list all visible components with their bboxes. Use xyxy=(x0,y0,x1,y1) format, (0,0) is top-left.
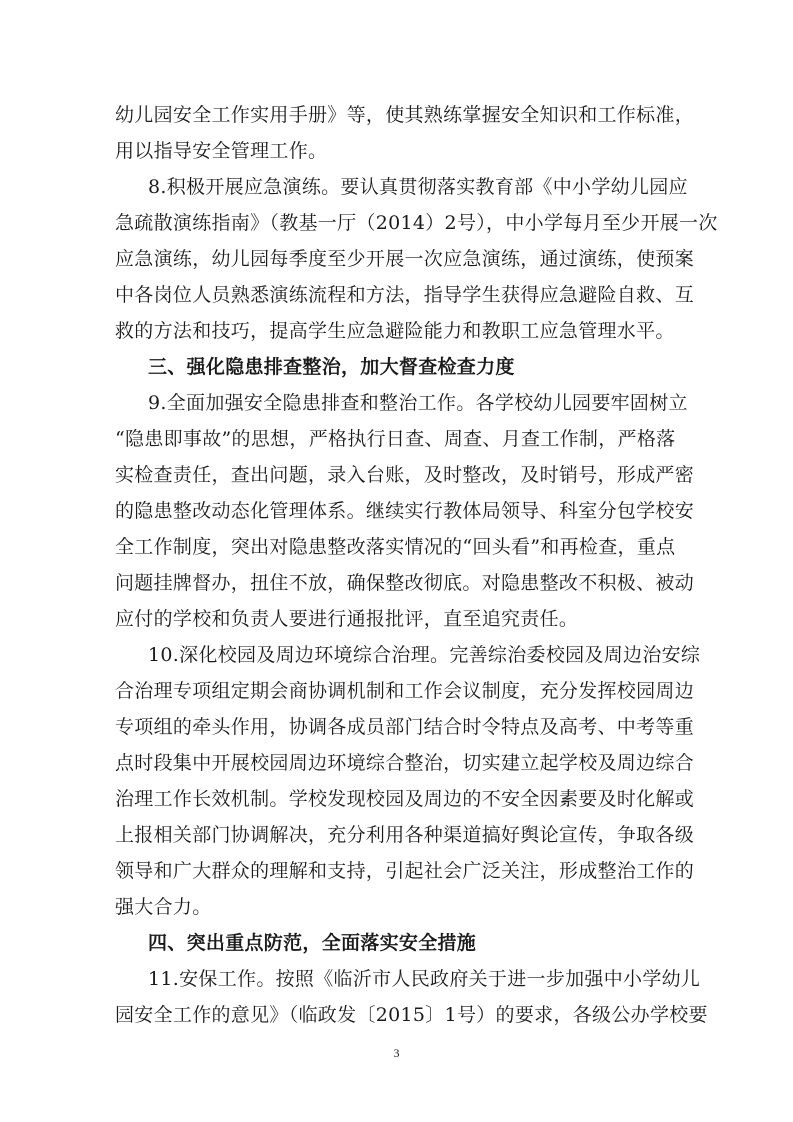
paragraph-line: 问题挂牌督办，扭住不放，确保整改彻底。对隐患整改不积极、被动 xyxy=(115,572,695,594)
paragraph-line: 8.积极开展应急演练。要认真贯彻落实教育部《中小学幼儿园应 xyxy=(148,176,688,198)
paragraph-line: 11.安保工作。按照《临沂市人民政府关于进一步加强中小学幼儿 xyxy=(148,968,701,990)
paragraph-line: 中各岗位人员熟悉演练流程和方法，指导学生获得应急避险自救、互 xyxy=(115,284,695,306)
paragraph-line: 治理工作长效机制。学校发现校园及周边的不安全因素要及时化解或 xyxy=(115,788,695,810)
paragraph-line: 点时段集中开展校园周边环境综合整治，切实建立起学校及周边综合 xyxy=(115,752,695,774)
paragraph-line: 10.深化校园及周边环境综合治理。完善综治委校园及周边治安综 xyxy=(148,644,701,666)
paragraph-line: 全工作制度，突出对隐患整改落实情况的“回头看”和再检查，重点 xyxy=(115,536,676,558)
paragraph-line: 用以指导安全管理工作。 xyxy=(115,140,328,162)
paragraph-line: 上报相关部门协调解决，充分利用各种渠道搞好舆论宣传，争取各级 xyxy=(115,824,695,846)
section-heading: 三、强化隐患排查整治，加大督查检查力度 xyxy=(148,356,515,378)
paragraph-line: 应急演练，幼儿园每季度至少开展一次应急演练，通过演练，使预案 xyxy=(115,248,695,270)
paragraph-line: 领导和广大群众的理解和支持，引起社会广泛关注，形成整治工作的 xyxy=(115,860,695,882)
paragraph-line: 专项组的牵头作用，协调各成员部门结合时令特点及高考、中考等重 xyxy=(115,716,695,738)
paragraph-line: 实检查责任，查出问题，录入台账，及时整改，及时销号，形成严密 xyxy=(115,464,695,486)
page-number: 3 xyxy=(393,1046,400,1060)
section-heading: 四、突出重点防范，全面落实安全措施 xyxy=(148,932,477,954)
paragraph-line: 应付的学校和负责人要进行通报批评，直至追究责任。 xyxy=(115,608,579,630)
paragraph-line: 救的方法和技巧，提高学生应急避险能力和教职工应急管理水平。 xyxy=(115,320,675,342)
paragraph-line: 幼儿园安全工作实用手册》等，使其熟练掌握安全知识和工作标准， xyxy=(115,104,695,126)
paragraph-line: 园安全工作的意见》（临政发〔2015〕1号）的要求，各级公办学校要 xyxy=(115,1004,708,1026)
paragraph-line: 强大合力。 xyxy=(115,896,212,918)
paragraph-line: 合治理专项组定期会商协调机制和工作会议制度，充分发挥校园周边 xyxy=(115,680,695,702)
paragraph-line: 的隐患整改动态化管理体系。继续实行教体局领导、科室分包学校安 xyxy=(115,500,695,522)
paragraph-line: 急疏散演练指南》（教基一厅（2014）2号），中小学每月至少开展一次 xyxy=(115,212,718,234)
paragraph-line: “隐患即事故”的思想，严格执行日查、周查、月查工作制，严格落 xyxy=(115,428,676,450)
paragraph-line: 9.全面加强安全隐患排查和整治工作。各学校幼儿园要牢固树立 xyxy=(148,392,688,414)
